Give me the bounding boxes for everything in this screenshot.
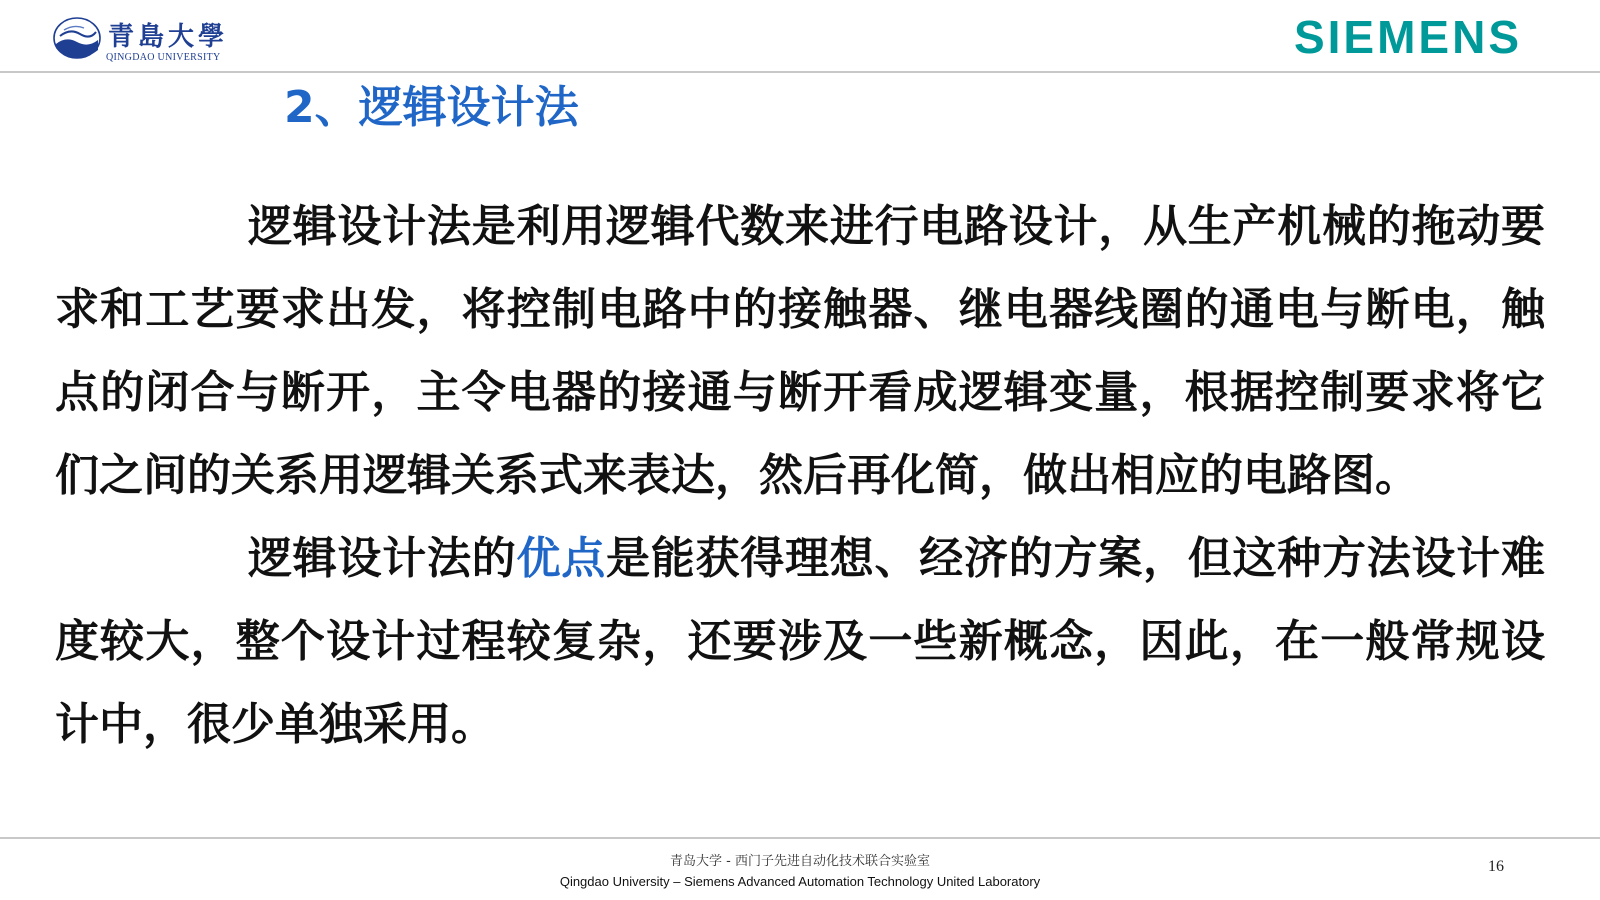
footer-lab-en: Qingdao University – Siemens Advanced Automation Technology United Laboratory	[559, 874, 1041, 889]
page-number: 16	[1488, 858, 1504, 875]
university-name-en: QINGDAO UNIVERSITY	[106, 52, 221, 63]
footer-divider	[0, 837, 1600, 839]
university-name-cn: 青島大學	[108, 22, 229, 52]
slide-title: 2、逻辑设计法	[284, 82, 579, 133]
footer-lab-cn: 青岛大学 - 西门子先进自动化技术联合实验室	[670, 854, 930, 869]
slide-body	[55, 185, 1545, 766]
header-divider	[0, 71, 1600, 73]
university-logo	[52, 10, 232, 66]
paragraph-2	[55, 517, 1545, 766]
paragraph-1: 逻辑设计法是利用逻辑代数来进行电路设计，从生产机械的拖动要求和工艺要求出发，将控制电路中的接触器、继电器线圈的通电与断电，触点的闭合与断开，主令电器的接通与断开看成逻辑变量，根据控制要求将它们之间的关系用逻辑关系式来表达，然后再化简，做出相应的电路图。	[55, 201, 1545, 501]
qingdao-university-emblem-icon	[52, 14, 102, 60]
highlight-advantage: 优点	[516, 533, 606, 584]
paragraph-2-rest: 是能获得理想、经济的方案，但这种方法设计难度较大，整个设计过程较复杂，还要涉及一些新概念，因此，在一般常规设计中，很少单独采用。	[55, 533, 1545, 750]
paragraph-2-lead: 逻辑设计法的	[248, 533, 517, 584]
siemens-logo: SIEMENS	[1293, 11, 1522, 63]
slide-header	[0, 0, 1600, 74]
